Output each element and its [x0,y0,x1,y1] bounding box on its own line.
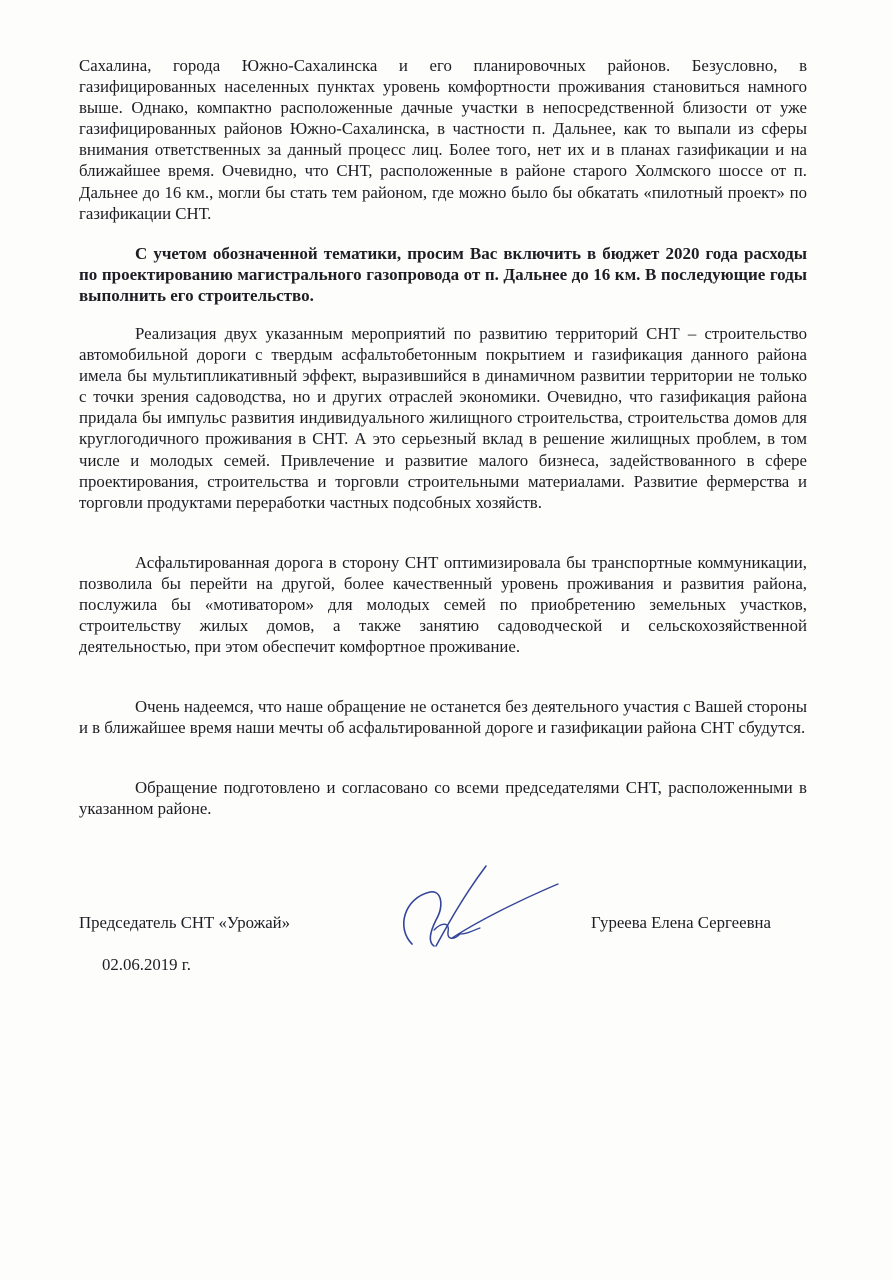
paragraph-request: С учетом обозначенной тематики, просим Вас включить в бюджет 2020 года расходы по проектированию магистрального газопровода от п. Дальнее до 16 км. В последующие годы выполнить его строительство. [79,244,807,306]
paragraph-intro: Сахалина, города Южно-Сахалинска и его планировочных районов. Безусловно, в газифицированных населенных пунктах уровень комфортности проживания становиться намного выше. Однако, компактно расположенные дачные участки в непосредственной близости от уже газифицированных районов Южно-Сахалинска, в частности п. Дальнее, как то выпали из сферы внимания ответственных за данный процесс лиц. Более того, нет их и в планах газификации и на ближайшее время. Очевидно, что СНТ, расположенные в районе старого Холмского шоссе от п. Дальнее до 16 км., могли бы стать тем районом, где можно было бы обкатать «пилотный проект» по газификации СНТ. [79,56,807,223]
document-date: 02.06.2019 г. [102,955,191,974]
signatory-name: Гуреева Елена Сергеевна [591,913,771,932]
paragraph-implementation: Реализация двух указанным мероприятий по развитию территорий СНТ – строительство автомобильной дороги с твердым асфальтобетонным покрытием и газификация данного района имела бы мультипликативный эффект, выразившийся в динамичном развитии территории не только с точки зрения садоводства, но и других отраслей экономики. Очевидно, что газификация района придала бы импульс развития индивидуального жилищного строительства, строительства домов для круглогодичного проживания в СНТ. А это серьезный вклад в решение жилищных проблем, в том числе и молодых семей. Привлечение и развитие малого бизнеса, задействованного в сфере проектирования, строительства и торговли строительными материалами. Развитие фермерства и торговли продуктами переработки частных подсобных хозяйств. [79,324,807,512]
signatory-position: Председатель СНТ «Урожай» [79,913,291,932]
paragraph-agreement: Обращение подготовлено и согласовано со всеми председателями СНТ, расположенными в указанном районе. [79,778,807,819]
paragraph-hope: Очень надеемся, что наше обращение не останется без деятельного участия с Вашей стороны и в ближайшее время наши мечты об асфальтированной дороге и газификации района СНТ сбудутся. [79,697,807,738]
paragraph-road: Асфальтированная дорога в сторону СНТ оптимизировала бы транспортные коммуникации, позволила бы перейти на другой, более качественный уровень проживания и развития района, послужила бы «мотиватором» для молодых семей по приобретению земельных участков, строительству жилых домов, а также занятию садоводческой и сельскохозяйственной деятельностью, при этом обеспечит комфортное проживание. [79,553,807,657]
handwritten-signature [390,858,570,970]
